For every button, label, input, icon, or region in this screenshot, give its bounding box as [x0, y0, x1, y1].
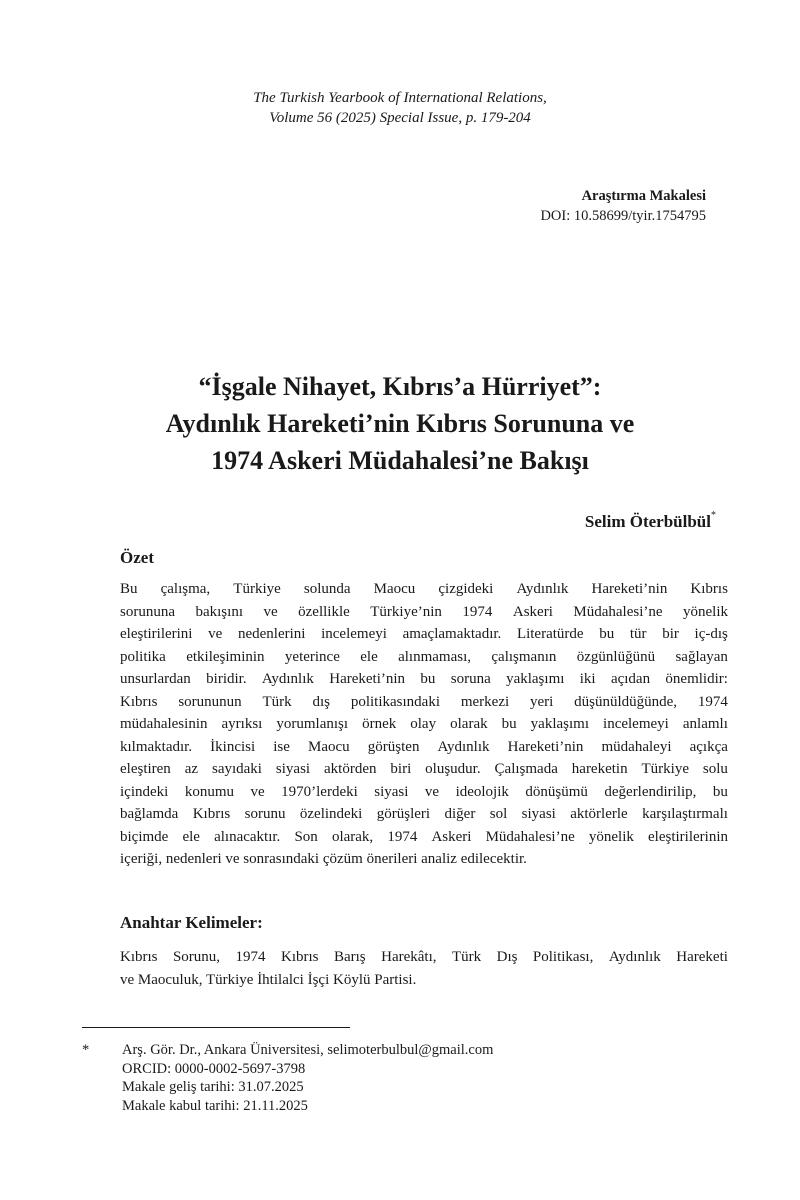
journal-name: The Turkish Yearbook of International Relations, [253, 90, 547, 106]
title-line-3: 1974 Askeri Müdahalesi’ne Bakışı [211, 446, 589, 475]
keywords-line: ve Maoculuk, Türkiye İhtilalci İşçi Köylü Partisi. [120, 971, 417, 988]
footnote-mark: * [82, 1042, 90, 1058]
abstract-line: unsurlardan biridir. Aydınlık Hareketi’nin bu soruna yaklaşımı iki açıdan önemlidir: [120, 671, 728, 687]
author [585, 512, 716, 532]
abstract-line: eleştiren az sayıdaki siyasi aktörden biri oluşudur. Çalışmada hareketin Türkiye solu [120, 761, 728, 777]
abstract-line: müdahalesinin ayrıksı yorumlanışı örnek olay olarak bu yaklaşımı incelemeyi anlamlı [120, 716, 728, 732]
abstract-line: Kıbrıs sorununun Türk dış politikasındaki merkezi yeri düşünüldüğünde, 1974 [120, 693, 728, 710]
keywords-line: Kıbrıs Sorunu, 1974 Kıbrıs Barış Harekâtı, Türk Dış Politikası, Aydınlık Hareketi [120, 949, 728, 965]
abstract-line: kılmaktadır. İkincisi ise Maocu görüşten Aydınlık Hareketi’nin müdahaleyi açıkça [120, 738, 728, 755]
abstract-line: bağlamda Kıbrıs sorunu özelindeki görüşleri diğer sol siyasi aktörlerle karşılaştırmalı [120, 806, 728, 822]
footnote-affiliation: Arş. Gör. Dr., Ankara Üniversitesi, selimoterbulbul@gmail.com [122, 1042, 494, 1058]
footnote-received: Makale geliş tarihi: 31.07.2025 [122, 1079, 304, 1095]
title-line-2: Aydınlık Hareketi’nin Kıbrıs Sorununa ve [165, 409, 635, 438]
footnote-orcid: ORCID: 0000-0002-5697-3798 [122, 1060, 306, 1077]
abstract-line: eleştirilerini ve nedenlerini incelemeyi amaçlamaktadır. Literatürde bu tür bir iç-dış [120, 626, 728, 642]
footnote-divider [82, 1027, 350, 1028]
footnote-accepted: Makale kabul tarihi: 21.11.2025 [122, 1097, 308, 1114]
abstract-line: içindeki konumu ve 1970’lerdeki siyasi ve ideolojik dönüşümü değerlendirilip, bu [120, 783, 728, 800]
doi-link[interactable]: DOI: 10.58699/tyir.1754795 [540, 208, 706, 224]
abstract-line: içeriği, nedenleri ve sonrasındaki çözüm önerileri analiz edilecektir. [120, 851, 527, 867]
abstract-line: Bu çalışma, Türkiye solunda Maocu çizgideki Aydınlık Hareketi’nin Kıbrıs [120, 581, 728, 597]
abstract-line: biçimde ele alınacaktır. Son olarak, 1974 Askeri Müdahalesi’ne yönelik eleştirilerinin [120, 828, 728, 845]
abstract-body [120, 578, 728, 871]
abstract-line: sorununa bakışını ve özellikle Türkiye’nin 1974 Askeri Müdahalesi’ne yönelik [120, 603, 728, 620]
article-type: Araştırma Makalesi [581, 188, 706, 204]
keywords-body [120, 946, 728, 991]
author-footnote-mark[interactable]: * [711, 510, 716, 521]
abstract-heading: Özet [120, 548, 154, 567]
title-line-1: “İşgale Nihayet, Kıbrıs’a Hürriyet”: [198, 372, 602, 401]
journal-header [0, 88, 800, 128]
article-meta [540, 186, 706, 226]
abstract-line: politika etkileşiminin yeterince ele alınmaması, çalışmanın özgünlüğünü sağlayan [120, 648, 728, 665]
article-title [60, 368, 740, 479]
keywords-heading: Anahtar Kelimeler: [120, 913, 263, 932]
author-name: Selim Öterbülbül [584, 512, 711, 531]
journal-volume: Volume 56 (2025) Special Issue, p. 179-204 [269, 110, 531, 126]
